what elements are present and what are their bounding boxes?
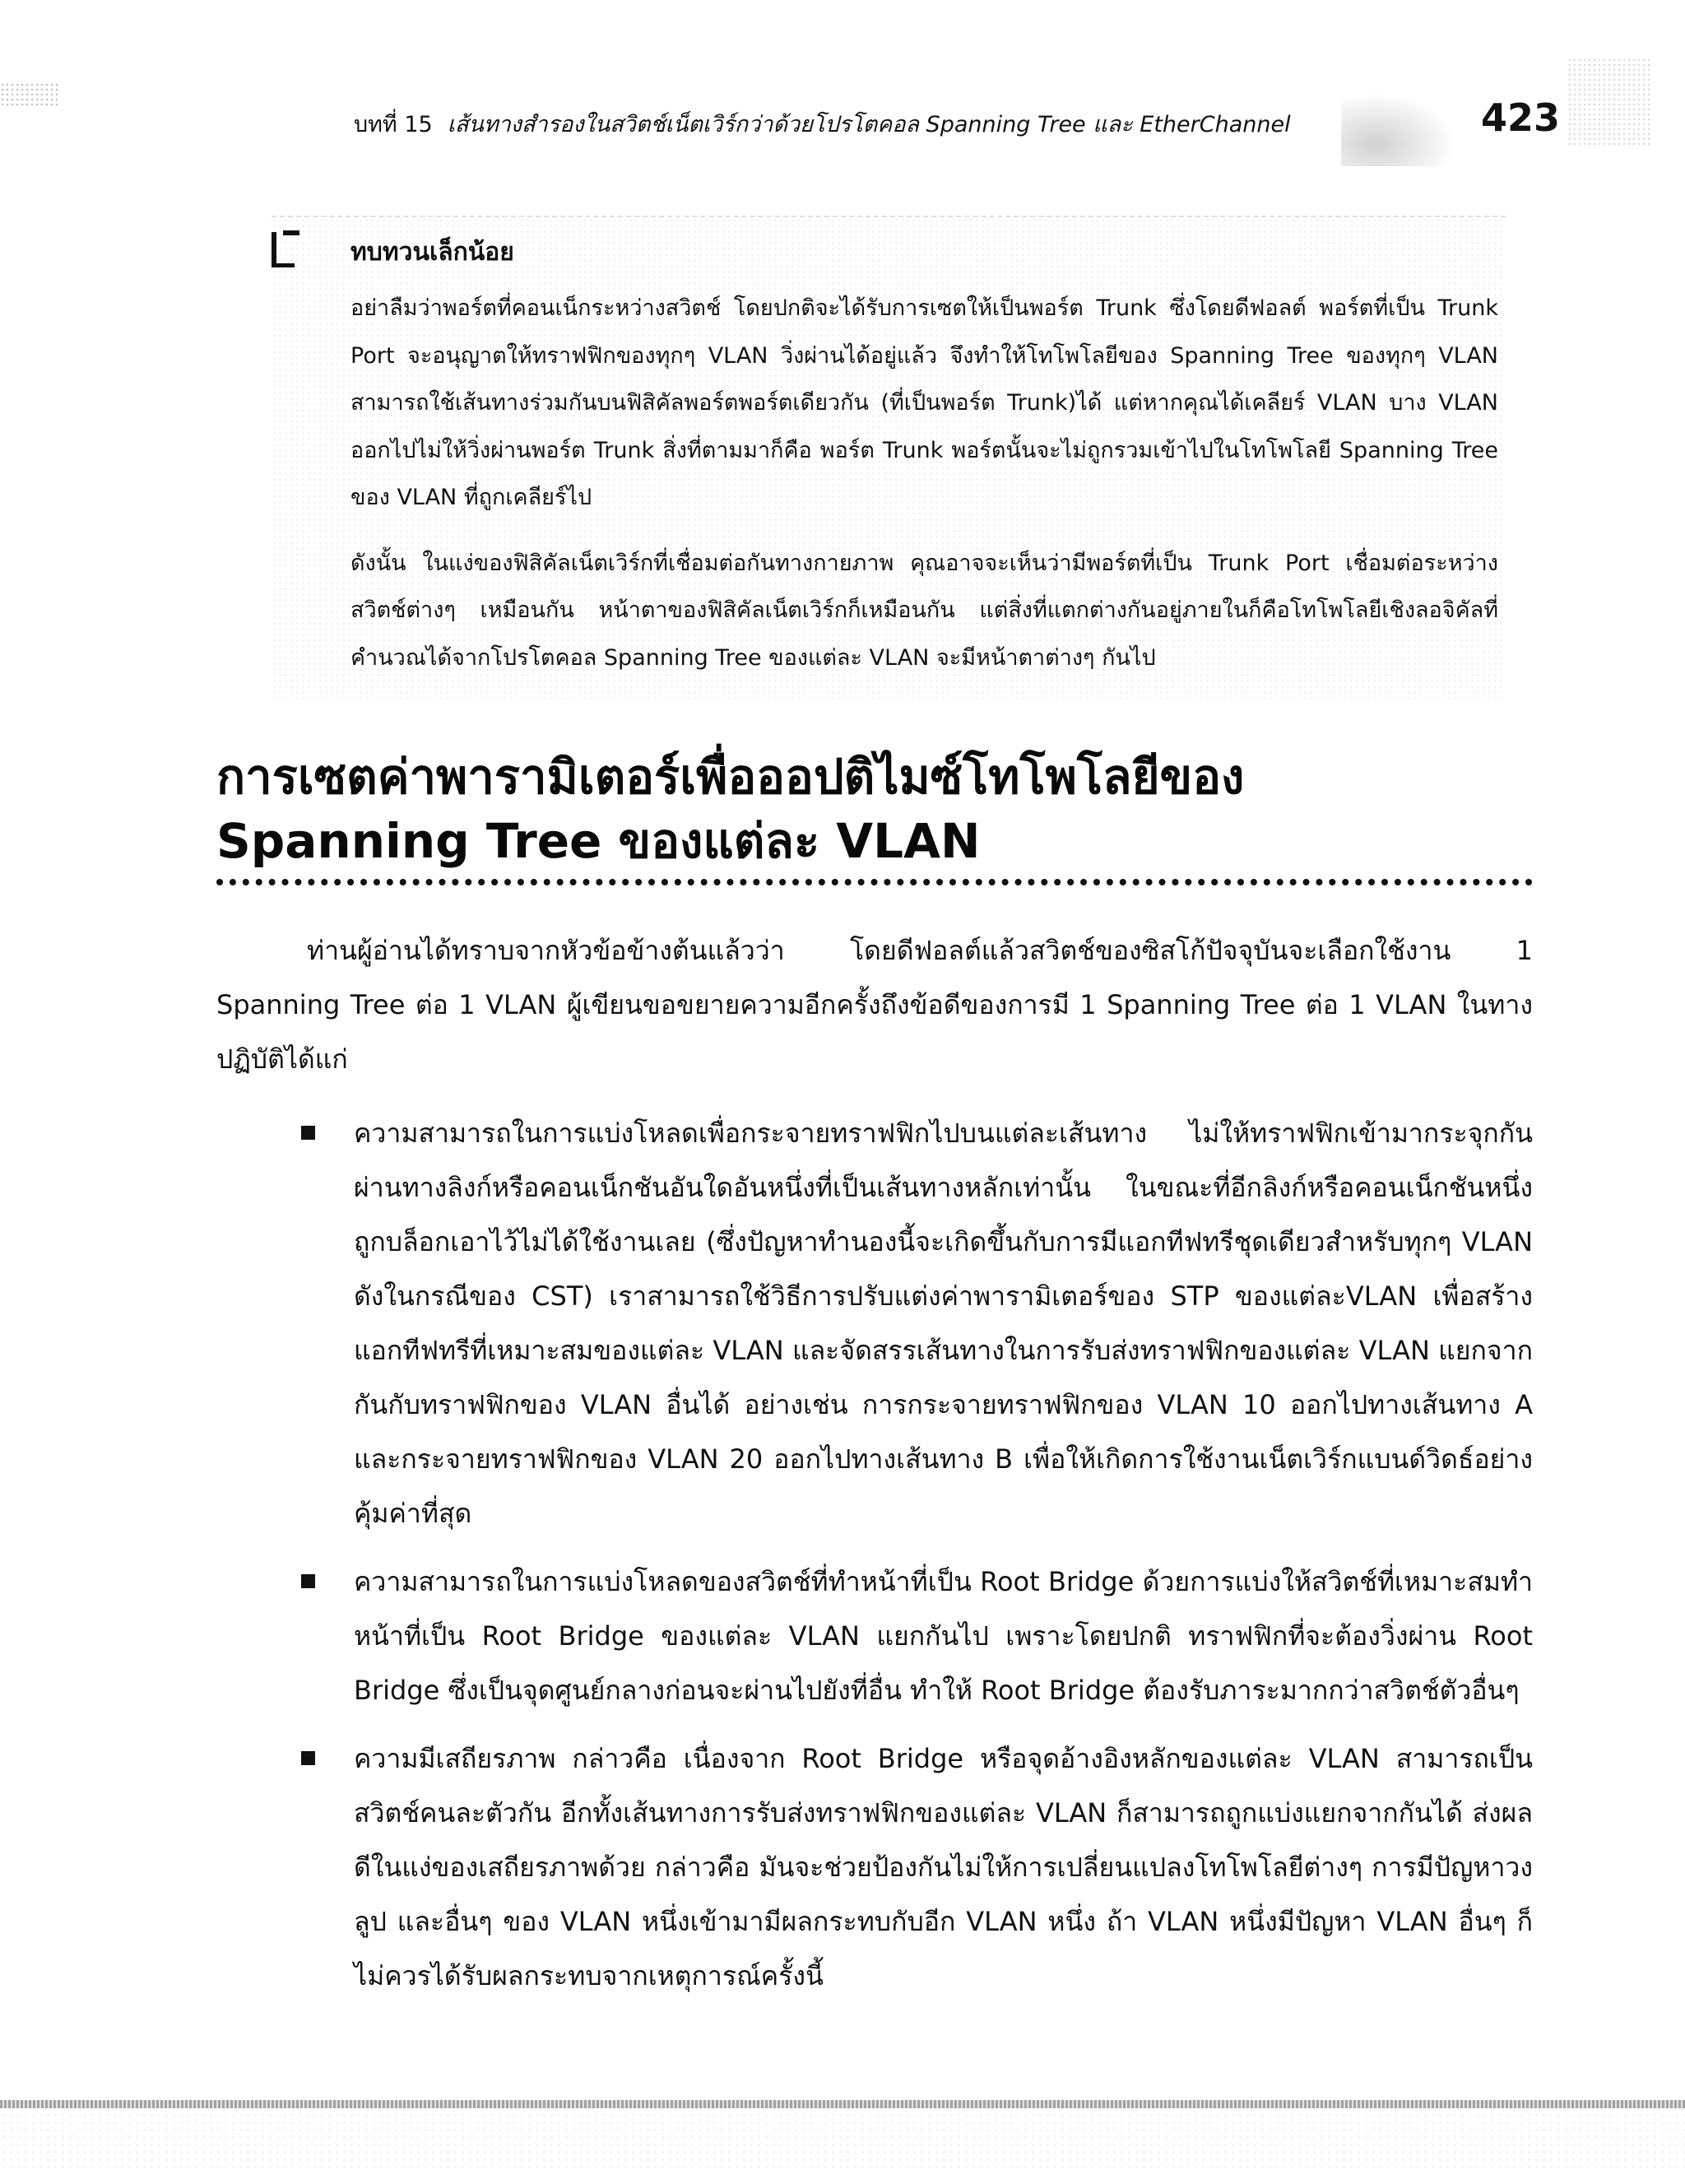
note-bracket-icon (272, 232, 295, 267)
list-item-text: ความสามารถในการแบ่งโหลดของสวิตช์ที่ทำหน้าที่เป็น Root Bridge ด้วยการแบ่งให้สวิตช์ที่เหมาะสมทำหน้าที่เป็น Root Bridge ของแต่ละ VLAN แยกกันไป เพราะโดยปกติ ทราฟฟิกที่จะต้องวิ่งผ่าน Root Bridge ซึ่งเป็นจุดศูนย์กลางก่อนจะผ่านไปยังที่อื่น ทำให้ Root Bridge ต้องรับภาระมากกว่าสวิตช์ตัวอื่นๆ (354, 1566, 1533, 1706)
section-title-line: Spanning Tree ของแต่ละ VLAN (216, 813, 981, 869)
list-item (354, 1554, 1533, 1717)
review-note-box (272, 216, 1506, 699)
list-item (354, 1106, 1533, 1540)
note-paragraph: อย่าลืมว่าพอร์ตที่คอนเน็กระหว่างสวิตช์ โดยปกติจะได้รับการเซตให้เป็นพอร์ต Trunk ซึ่งโดยดีฟอลต์ พอร์ตที่เป็น Trunk Port จะอนุญาตให้ทราฟฟิกของทุกๆ VLAN วิ่งผ่านได้อยู่แล้ว จึงทำให้โทโพโลยีของ Spanning Tree ของทุกๆ VLAN สามารถใช้เส้นทางร่วมกันบนฟิสิคัลพอร์ตพอร์ตเดียวกัน (ที่เป็นพอร์ต Trunk)ได้ แต่หากคุณได้เคลียร์ VLAN บาง VLAN ออกไปไม่ให้วิ่งผ่านพอร์ต Trunk สิ่งที่ตามมาก็คือ พอร์ต Trunk พอร์ตนั้นจะไม่ถูกรวมเข้าไปในโทโพโลยี Spanning Tree ของ VLAN ที่ถูกเคลียร์ไป (350, 295, 1498, 510)
note-paragraph: ดังนั้น ในแง่ของฟิสิคัลเน็ตเวิร์กที่เชื่อมต่อกันทางกายภาพ คุณอาจจะเห็นว่ามีพอร์ตที่เป็น Trunk Port เชื่อมต่อระหว่างสวิตช์ต่างๆ เหมือนกัน หน้าตาของฟิสิคัลเน็ตเวิร์กก็เหมือนกัน แต่สิ่งที่แตกต่างกันอยู่ภายในก็คือโทโพโลยีเชิงลอจิคัลที่คำนวณได้จากโปรโตคอล Spanning Tree ของแต่ละ VLAN จะมีหน้าตาต่างๆ กันไป (350, 550, 1498, 671)
section-title-line: การเซตค่าพารามิเตอร์เพื่อออปติไมซ์โทโพโลยีของ (216, 749, 1245, 805)
list-item-text: ความมีเสถียรภาพ กล่าวคือ เนื่องจาก Root Bridge หรือจุดอ้างอิงหลักของแต่ละ VLAN สามารถเป็นสวิตช์คนละตัวกัน อีกทั้งเส้นทางการรับส่งทราฟฟิกของแต่ละ VLAN ก็สามารถถูกแบ่งแยกจากกันได้ ส่งผลดีในแง่ของเสถียรภาพด้วย กล่าวคือ มันจะช่วยป้องกันไม่ให้การเปลี่ยนแปลงโทโพโลยีต่างๆ การมีปัญหาวงลูป และอื่นๆ ของ VLAN หนึ่งเข้ามามีผลกระทบกับอีก VLAN หนึ่ง ถ้า VLAN หนึ่งมีปัญหา VLAN อื่นๆ ก็ไม่ควรได้รับผลกระทบจากเหตุการณ์ครั้งนี้ (354, 1743, 1533, 1991)
square-bullet-icon (301, 1751, 315, 1765)
intro-paragraph: ท่านผู้อ่านได้ทราบจากหัวข้อข้างต้นแล้วว่า โดยดีฟอลต์แล้วสวิตช์ของซิสโก้ปัจจุบันจะเลือกใช้งาน 1 Spanning Tree ต่อ 1 VLAN ผู้เขียนขอขยายความอีกครั้งถึงข้อดีของการมี 1 Spanning Tree ต่อ 1 VLAN ในทางปฏิบัติได้แก่ (216, 935, 1533, 1075)
bottom-scan-noise (0, 2112, 1685, 2169)
square-bullet-icon (301, 1574, 315, 1588)
list-item-text: ความสามารถในการแบ่งโหลดเพื่อกระจายทราฟฟิกไปบนแต่ละเส้นทาง ไม่ให้ทราฟฟิกเข้ามากระจุกกันผ่านทางลิงก์หรือคอนเน็กชันอันใดอันหนึ่งที่เป็นเส้นทางหลักเท่านั้น ในขณะที่อีกลิงก์หรือคอนเน็กชันหนึ่งถูกบล็อกเอาไว้ไม่ได้ใช้งานเลย (ซึ่งปัญหาทำนองนี้จะเกิดขึ้นกับการมีแอกทีฟทรีชุดเดียวสำหรับทุกๆ VLAN ดังในกรณีของ CST) เราสามารถใช้วิธีการปรับแต่งค่าพารามิเตอร์ของ STP ของแต่ละVLAN เพื่อสร้างแอกทีฟทรีที่เหมาะสมของแต่ละ VLAN และจัดสรรเส้นทางในการรับส่งทราฟฟิกของแต่ละ VLAN แยกจากกันกับทราฟฟิกของ VLAN อื่นได้ อย่างเช่น การกระจายทราฟฟิกของ VLAN 10 ออกไปทางเส้นทาง A และกระจายทราฟฟิกของ VLAN 20 ออกไปทางเส้นทาง B เพื่อให้เกิดการใช้งานเน็ตเวิร์กแบนด์วิดธ์อย่างคุ้มค่าที่สุด (354, 1118, 1533, 1529)
note-heading: ทบทวนเล็กน้อย (350, 238, 514, 267)
chapter-label: บทที่ 15 (354, 112, 433, 137)
list-item (354, 1731, 1533, 2003)
running-header (354, 100, 1571, 150)
bottom-scan-edge (0, 2100, 1685, 2108)
corner-scan-mark (1567, 58, 1650, 148)
page-number: 423 (1481, 95, 1561, 140)
scan-noise-left (0, 82, 58, 107)
title-dotted-rule (216, 879, 1533, 885)
section-title (216, 745, 1533, 873)
note-body (350, 285, 1498, 681)
square-bullet-icon (301, 1126, 315, 1140)
section-body (216, 923, 1533, 2017)
chapter-title: เส้นทางสำรองในสวิตช์เน็ตเวิร์กว่าด้วยโปรโตคอล Spanning Tree และ EtherChannel (447, 112, 1291, 137)
advantages-list (216, 1106, 1533, 2003)
